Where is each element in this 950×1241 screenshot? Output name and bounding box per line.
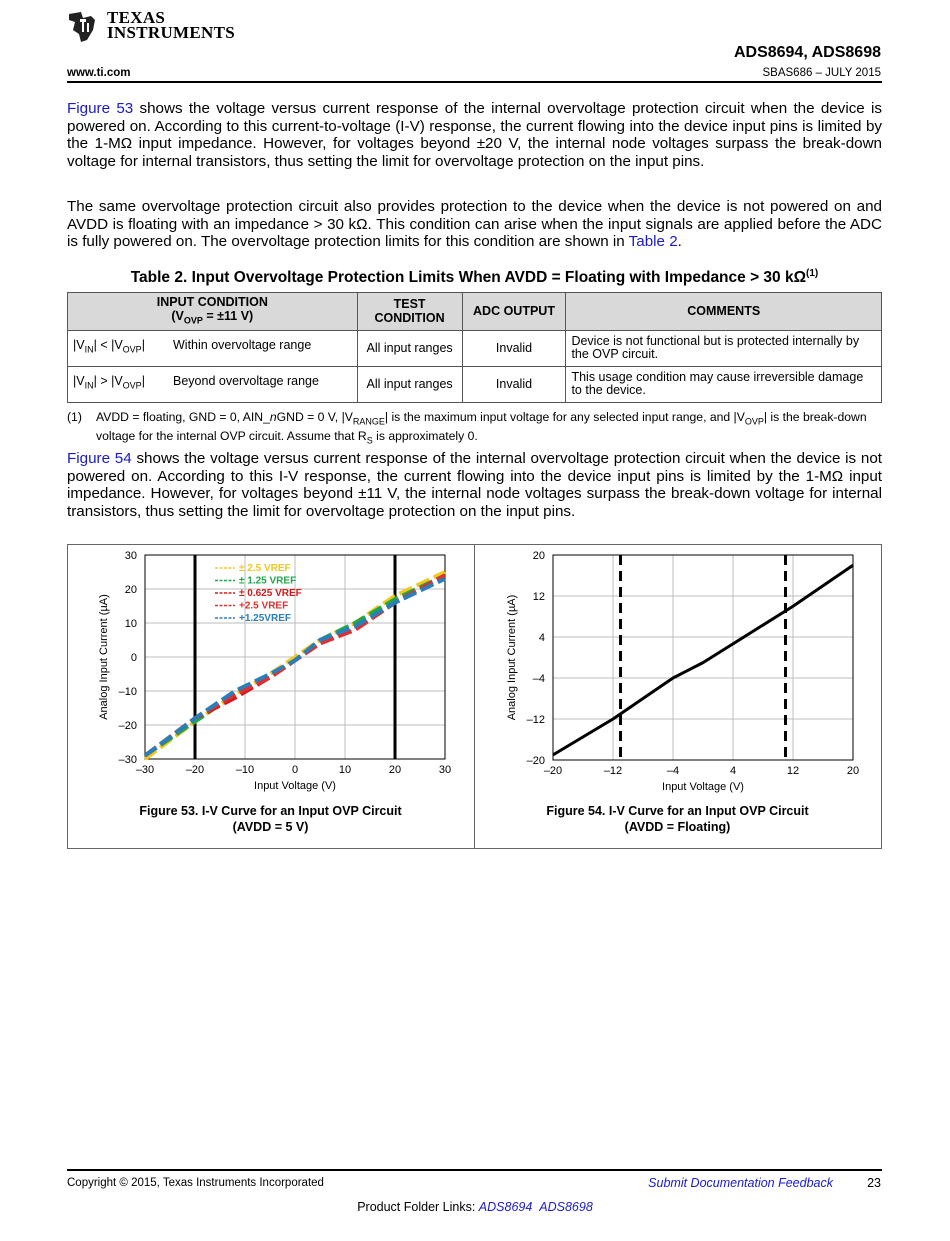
x-tick-label: 12 (786, 765, 800, 777)
paragraph-2-text: The same overvoltage protection circuit also provides protection to the device when the device is not powered on and AVDD is floating with an impedance > 30 kΩ. This condition can arise when the input signals are applied before the ADC is fully powered on. The overvoltage protection limits for this condition are shown in (67, 198, 882, 250)
figure-53-link[interactable]: Figure 53 (67, 100, 134, 117)
x-tick-label: –4 (666, 765, 680, 777)
table-caption-note: (1) (806, 268, 819, 279)
footer-rule (67, 1169, 882, 1171)
th-test-condition: TEST CONDITION (357, 293, 462, 331)
cell-test: All input ranges (357, 330, 462, 366)
y-tick-label: –10 (118, 686, 137, 698)
x-tick-label: 10 (338, 764, 352, 776)
y-axis-label: Analog Input Current (µA) (98, 594, 110, 720)
logo-line1: TEXAS (107, 8, 166, 27)
y-tick-label: 20 (532, 550, 545, 562)
table-row (68, 330, 882, 366)
part-numbers: ADS8694, ADS8698 (733, 44, 881, 61)
figure-53-caption-l1: Figure 53. I-V Curve for an Input OVP Circuit (139, 804, 402, 818)
legend-entry: +1.25VREF (239, 613, 291, 624)
figure-53-caption (67, 803, 474, 835)
th-input-condition-l1: INPUT CONDITION (156, 295, 268, 309)
x-tick-label: –20 (185, 764, 205, 776)
th-adc-output: ADC OUTPUT (462, 293, 566, 331)
cell-input-condition (68, 330, 358, 366)
y-tick-label: –20 (526, 755, 545, 767)
series-line (553, 565, 853, 755)
table-caption-text: Table 2. Input Overvoltage Protection Limits When AVDD = Floating with Impedance > 30 kΩ (130, 269, 807, 287)
y-tick-label: –4 (532, 673, 545, 685)
th-comments: COMMENTS (566, 293, 882, 331)
y-tick-label: 10 (124, 618, 137, 630)
figure-54-caption (475, 803, 880, 835)
ads8698-link[interactable]: ADS8698 (539, 1200, 593, 1214)
y-tick-label: –30 (118, 754, 137, 766)
logo-line2: INSTRUMENTS (107, 23, 235, 42)
figure-54-caption-l1: Figure 54. I-V Curve for an Input OVP Circuit (546, 804, 809, 818)
y-axis-label: Analog Input Current (µA) (506, 594, 518, 721)
cell-test: All input ranges (357, 366, 462, 402)
cell-adc: Invalid (462, 330, 566, 366)
y-tick-label: 20 (124, 584, 137, 596)
x-tick-label: –30 (135, 764, 155, 776)
paragraph-3 (67, 450, 882, 520)
paragraph-2-end: . (677, 233, 682, 250)
cell-input-condition (68, 366, 358, 402)
table-caption (67, 268, 882, 287)
product-folder-label: Product Folder Links: (357, 1200, 479, 1214)
y-tick-label: –20 (118, 720, 137, 732)
ovp-table (67, 292, 882, 403)
x-tick-label: 20 (846, 765, 860, 777)
x-tick-label: 20 (388, 764, 402, 776)
paragraph-1 (67, 100, 882, 170)
y-tick-label: 30 (124, 550, 137, 562)
x-tick-label: 4 (729, 765, 737, 777)
copyright: Copyright © 2015, Texas Instruments Incorporated (67, 1177, 324, 1189)
figure-53-chart (67, 544, 474, 804)
y-tick-label: 4 (538, 632, 545, 644)
x-axis-label: Input Voltage (V) (254, 780, 336, 792)
product-folder-links (0, 1200, 950, 1214)
x-tick-label: –12 (603, 765, 623, 777)
th-input-condition-l2: ($V_{OVP} = \pm 11$ V) (171, 309, 254, 326)
figure-53-caption-l2: (AVDD = 5 V) (232, 820, 309, 834)
table-2-link[interactable]: Table 2 (628, 233, 678, 250)
legend-entry: +2.5 VREF (239, 600, 289, 612)
paragraph-2 (67, 198, 882, 251)
table-header-row (68, 293, 882, 331)
x-tick-label: –20 (543, 765, 563, 777)
x-tick-label: 0 (291, 764, 299, 776)
cell-comment: Device is not functional but is protected internally by the OVP circuit. (566, 330, 882, 366)
ti-logo-icon (67, 10, 103, 44)
x-axis-label: Input Voltage (V) (662, 781, 744, 793)
paragraph-3-text: shows the voltage versus current response of the internal overvoltage protection circuit when the device is not powered on. According to this I-V response, the current flowing into the device input pins is limited by the 1-MΩ input impedance. However, for voltages beyond ±11 V, the internal node voltages surpass the break-down voltage for internal transistors, thus setting the limit for overvoltage protection on the input pins. (67, 450, 882, 520)
ti-logo (67, 8, 235, 46)
figure-54-chart (475, 544, 880, 804)
footnote-number: (1) (67, 410, 82, 424)
figure-54-link[interactable]: Figure 54 (67, 450, 132, 467)
cell-condition: Within overvoltage range (173, 338, 312, 353)
table-row (68, 366, 882, 402)
legend-entry: ± 1.25 VREF (239, 575, 297, 587)
x-tick-label: –10 (235, 764, 255, 776)
header-rule (67, 81, 882, 83)
paragraph-1-text: shows the voltage versus current response of the internal overvoltage protection circuit when the device is powered on. According to this current-to-voltage (I-V) response, the current flowing into the device input pins is limited by the 1-MΩ input impedance. However, for voltages beyond ±20 V, the internal node voltages surpass the break-down voltage for internal transistors, thus setting the limit for overvoltage protection on the input pins. (67, 100, 882, 170)
legend-entry: ± 0.625 VREF (239, 588, 302, 599)
cell-relation: $|V_{IN}| > |V_{OVP}|$ (73, 374, 145, 391)
y-tick-label: 0 (130, 652, 137, 664)
figure-54-caption-l2: (AVDD = Floating) (624, 820, 731, 834)
cell-comment: This usage condition may cause irreversible damage to the device. (566, 366, 882, 402)
cell-condition: Beyond overvoltage range (173, 374, 319, 389)
page-number: 23 (867, 1176, 881, 1190)
cell-adc: Invalid (462, 366, 566, 402)
th-input-condition (68, 293, 358, 331)
x-tick-label: 30 (438, 764, 452, 776)
footnote-text: AVDD = floating, GND = 0, AIN_nGND = 0 V, $|V_{RANGE}|$ is the maximum input voltage for any selected input range, and $|V_{OVP}|$ is the break-down voltage for the internal OVP circuit. Assume that $R_S$ is approximately 0. (96, 410, 867, 446)
submit-feedback-link[interactable]: Submit Documentation Feedback (648, 1176, 833, 1190)
ads8694-link[interactable]: ADS8694 (478, 1200, 533, 1214)
y-tick-label: 12 (532, 591, 545, 603)
legend-entry: ± 2.5 VREF (239, 563, 291, 574)
y-tick-label: –12 (526, 714, 545, 726)
cell-relation: $|V_{IN}| < |V_{OVP}|$ (73, 338, 145, 355)
doc-id: SBAS686 – JULY 2015 (762, 67, 881, 79)
website-link[interactable]: www.ti.com (67, 67, 131, 79)
